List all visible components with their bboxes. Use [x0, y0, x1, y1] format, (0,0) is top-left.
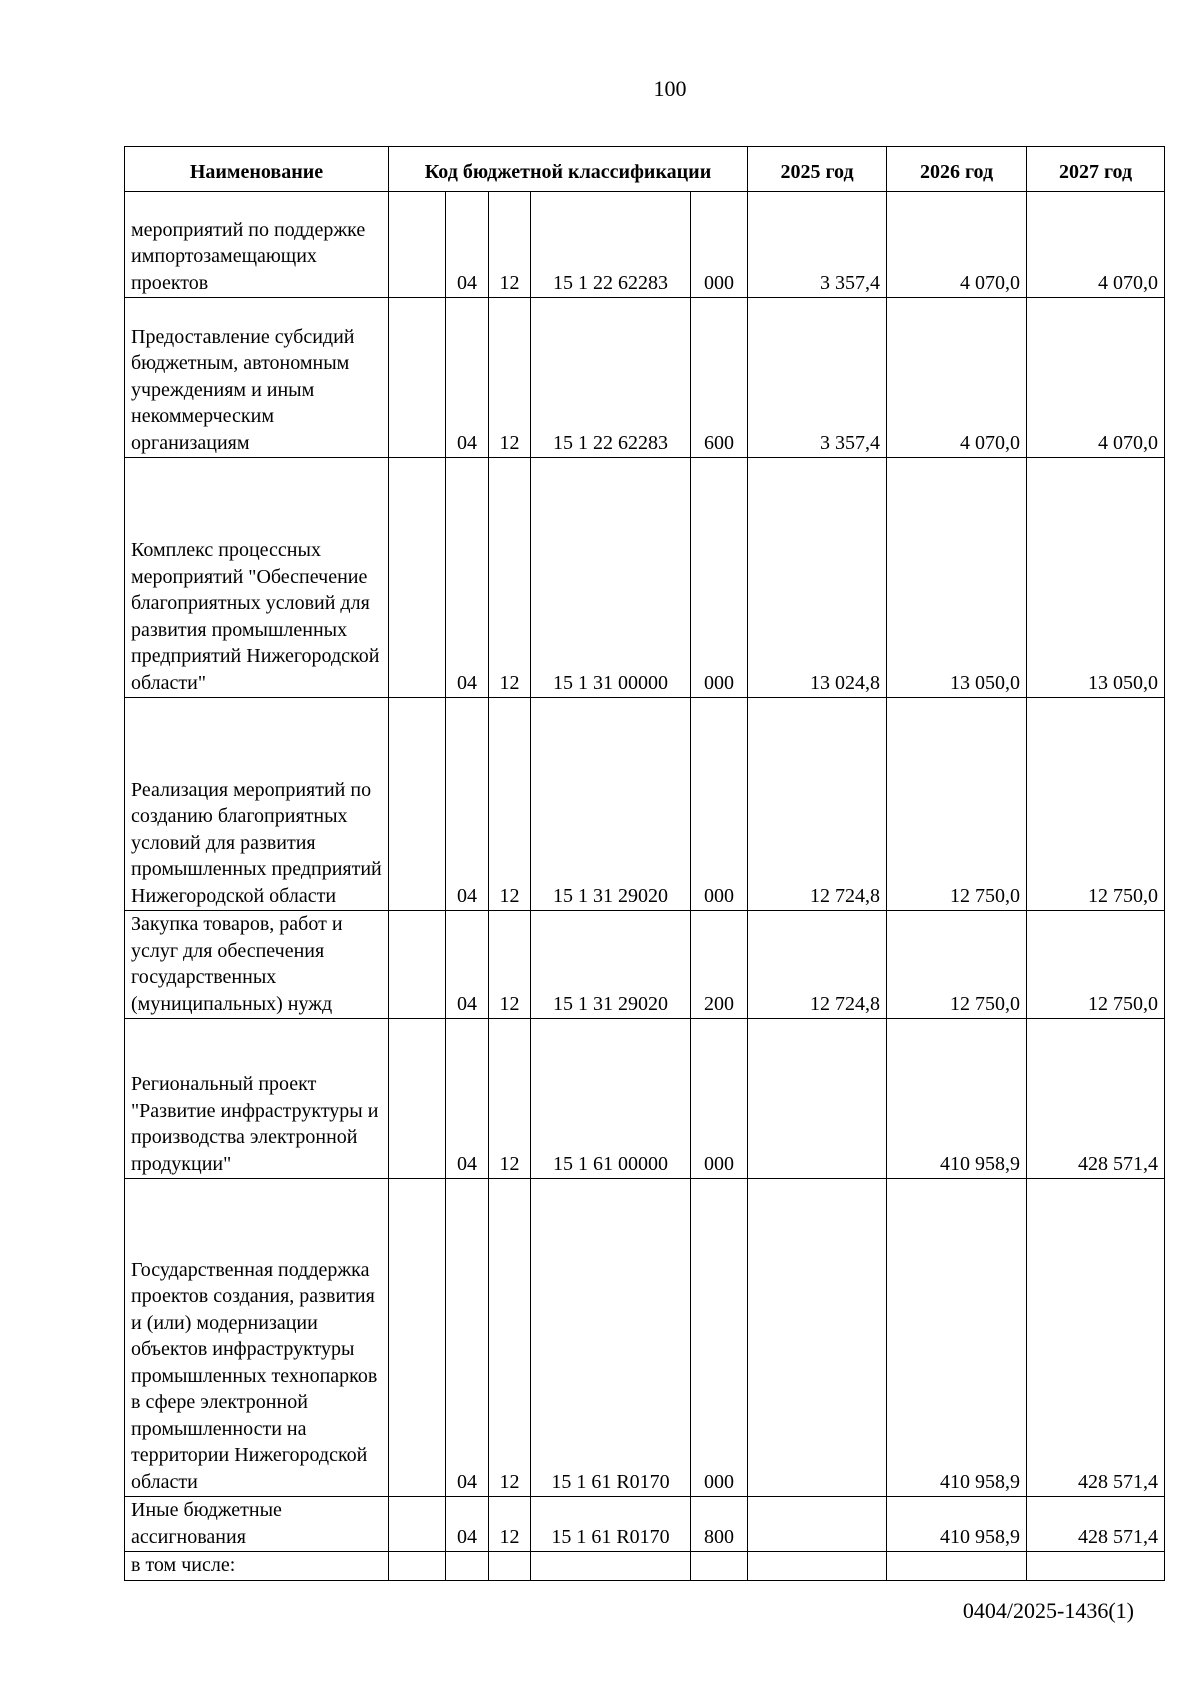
code-target-article: 15 1 31 00000 — [531, 458, 691, 698]
value-2025: 12 724,8 — [748, 911, 887, 1019]
value-2026: 410 958,9 — [887, 1497, 1027, 1552]
code-target-article: 15 1 61 R0170 — [531, 1497, 691, 1552]
row-name: в том числе: — [125, 1552, 389, 1581]
code-target-article: 15 1 22 62283 — [531, 192, 691, 298]
row-name: мероприятий по поддержке импортозамещающих проектов — [125, 192, 389, 298]
value-2027: 428 571,4 — [1027, 1179, 1165, 1497]
value-2026: 13 050,0 — [887, 458, 1027, 698]
code-section: 04 — [446, 1179, 489, 1497]
code-blank — [389, 1019, 446, 1179]
table-row — [125, 458, 1165, 698]
code-blank — [389, 192, 446, 298]
code-section: 04 — [446, 458, 489, 698]
value-2027: 12 750,0 — [1027, 698, 1165, 911]
code-target-article: 15 1 61 00000 — [531, 1019, 691, 1179]
row-name: Региональный проект "Развитие инфраструктуры и производства электронной продукции" — [125, 1019, 389, 1179]
value-2025: 3 357,4 — [748, 298, 887, 458]
code-blank — [389, 1497, 446, 1552]
code-blank — [389, 698, 446, 911]
value-2026: 4 070,0 — [887, 192, 1027, 298]
document-id: 0404/2025-1436(1) — [962, 1598, 1134, 1623]
header-2027: 2027 год — [1027, 147, 1165, 192]
code-expense-type — [691, 1552, 748, 1581]
header-code: Код бюджетной классификации — [389, 147, 748, 192]
code-expense-type: 600 — [691, 298, 748, 458]
code-expense-type: 800 — [691, 1497, 748, 1552]
row-name: Иные бюджетные ассигнования — [125, 1497, 389, 1552]
code-blank — [389, 1179, 446, 1497]
code-blank — [389, 1552, 446, 1581]
header-name: Наименование — [125, 147, 389, 192]
header-2026: 2026 год — [887, 147, 1027, 192]
code-target-article: 15 1 61 R0170 — [531, 1179, 691, 1497]
code-section: 04 — [446, 1497, 489, 1552]
code-expense-type: 000 — [691, 698, 748, 911]
code-expense-type: 200 — [691, 911, 748, 1019]
table-row — [125, 298, 1165, 458]
value-2025 — [748, 1179, 887, 1497]
header-2025: 2025 год — [748, 147, 887, 192]
value-2026 — [887, 1552, 1027, 1581]
code-subsection: 12 — [489, 298, 531, 458]
code-section: 04 — [446, 1019, 489, 1179]
code-section: 04 — [446, 698, 489, 911]
value-2027: 4 070,0 — [1027, 192, 1165, 298]
code-subsection: 12 — [489, 1179, 531, 1497]
table-row — [125, 1179, 1165, 1497]
value-2027 — [1027, 1552, 1165, 1581]
code-target-article: 15 1 31 29020 — [531, 698, 691, 911]
value-2026: 12 750,0 — [887, 698, 1027, 911]
value-2026: 410 958,9 — [887, 1019, 1027, 1179]
row-name: Реализация мероприятий по созданию благоприятных условий для развития промышленных предприятий Нижегородской области — [125, 698, 389, 911]
table-row — [125, 192, 1165, 298]
value-2025 — [748, 1019, 887, 1179]
value-2025: 12 724,8 — [748, 698, 887, 911]
code-expense-type: 000 — [691, 1179, 748, 1497]
table-row — [125, 1552, 1165, 1581]
code-expense-type: 000 — [691, 458, 748, 698]
value-2025: 13 024,8 — [748, 458, 887, 698]
code-subsection: 12 — [489, 192, 531, 298]
table-row — [125, 1497, 1165, 1552]
page-number: 100 — [653, 76, 687, 101]
row-name: Закупка товаров, работ и услуг для обеспечения государственных (муниципальных) нужд — [125, 911, 389, 1019]
code-section — [446, 1552, 489, 1581]
table-row — [125, 698, 1165, 911]
row-name: Государственная поддержка проектов создания, развития и (или) модернизации объектов инфраструктуры промышленных технопарков в сфере электронной промышленности на территории Нижегородской области — [125, 1179, 389, 1497]
code-section: 04 — [446, 298, 489, 458]
code-section: 04 — [446, 911, 489, 1019]
table-row — [125, 911, 1165, 1019]
code-blank — [389, 458, 446, 698]
value-2025: 3 357,4 — [748, 192, 887, 298]
value-2027: 428 571,4 — [1027, 1497, 1165, 1552]
row-name: Комплекс процессных мероприятий "Обеспечение благоприятных условий для развития промышленных предприятий Нижегородской области" — [125, 458, 389, 698]
code-subsection: 12 — [489, 458, 531, 698]
code-subsection: 12 — [489, 1497, 531, 1552]
code-target-article: 15 1 31 29020 — [531, 911, 691, 1019]
table-header-row — [125, 147, 1165, 192]
code-target-article — [531, 1552, 691, 1581]
budget-table — [124, 146, 1165, 1581]
code-subsection: 12 — [489, 1019, 531, 1179]
value-2025 — [748, 1552, 887, 1581]
value-2026: 4 070,0 — [887, 298, 1027, 458]
table-row — [125, 1019, 1165, 1179]
code-target-article: 15 1 22 62283 — [531, 298, 691, 458]
value-2027: 428 571,4 — [1027, 1019, 1165, 1179]
code-subsection: 12 — [489, 911, 531, 1019]
value-2027: 4 070,0 — [1027, 298, 1165, 458]
code-section: 04 — [446, 192, 489, 298]
code-blank — [389, 911, 446, 1019]
value-2027: 13 050,0 — [1027, 458, 1165, 698]
value-2027: 12 750,0 — [1027, 911, 1165, 1019]
value-2026: 12 750,0 — [887, 911, 1027, 1019]
code-expense-type: 000 — [691, 1019, 748, 1179]
code-blank — [389, 298, 446, 458]
value-2026: 410 958,9 — [887, 1179, 1027, 1497]
code-subsection: 12 — [489, 698, 531, 911]
code-expense-type: 000 — [691, 192, 748, 298]
code-subsection — [489, 1552, 531, 1581]
row-name: Предоставление субсидий бюджетным, автономным учреждениям и иным некоммерческим организациям — [125, 298, 389, 458]
value-2025 — [748, 1497, 887, 1552]
